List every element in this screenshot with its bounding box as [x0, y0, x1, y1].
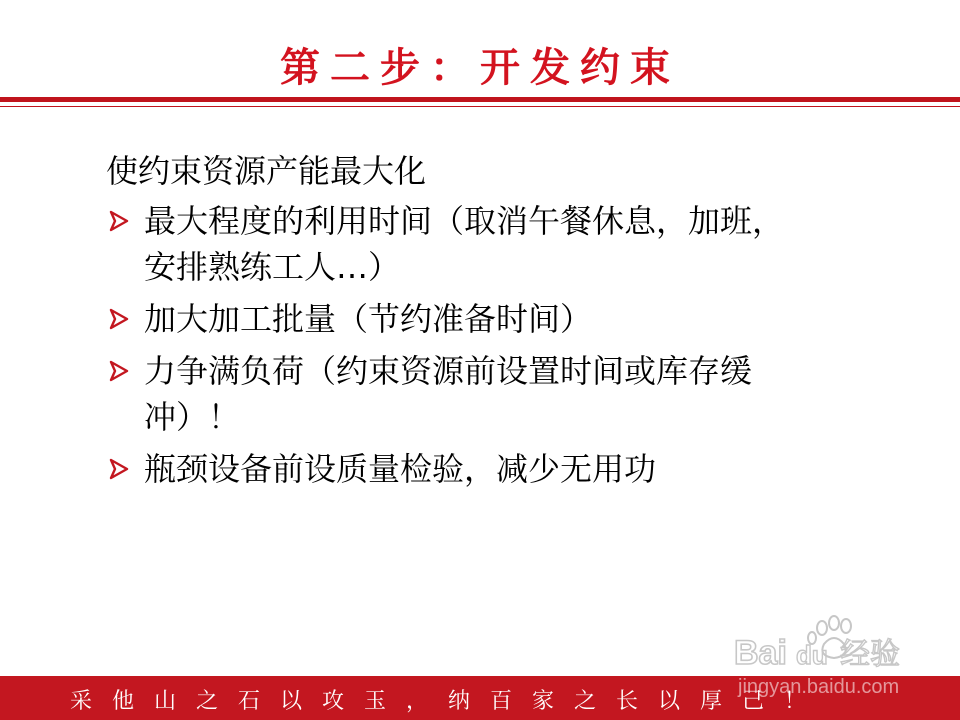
baidu-watermark [732, 614, 932, 700]
arrow-bullet-icon [108, 210, 130, 232]
bullet-list [106, 198, 886, 492]
title-divider [0, 97, 960, 102]
svg-text:Bai: Bai [734, 634, 787, 672]
baidu-paw-icon [732, 614, 932, 674]
slide-title: 第二步：开发约束 [280, 44, 680, 91]
title-divider-thin [0, 106, 960, 107]
bullet-line: 力争满负荷（约束资源前设置时间或库存缓 [144, 352, 753, 390]
bullet-item [106, 198, 886, 290]
bullet-line: 最大程度的利用时间（取消午餐休息，加班， [144, 202, 785, 240]
bullet-line: 安排熟练工人…） [144, 248, 401, 286]
bullet-line: 瓶颈设备前设质量检验，减少无用功 [144, 450, 657, 488]
arrow-bullet-icon [108, 308, 130, 330]
bullet-line: 加大加工批量（节约准备时间） [144, 300, 593, 338]
arrow-bullet-icon [108, 458, 130, 480]
svg-text:经验: 经验 [840, 637, 900, 672]
slide-body [106, 148, 886, 498]
watermark-url: jingyan.baidu.com [738, 676, 900, 698]
bullet-item [106, 296, 886, 342]
svg-text:du: du [796, 640, 828, 670]
arrow-bullet-icon [108, 360, 130, 382]
bullet-item [106, 446, 886, 492]
footer-motto: 采他山之石以攻玉，纳百家之长以厚己！ [70, 689, 827, 714]
bullet-item [106, 348, 886, 440]
body-heading: 使约束资源产能最大化 [106, 152, 427, 190]
bullet-line: 冲）！ [144, 398, 241, 436]
